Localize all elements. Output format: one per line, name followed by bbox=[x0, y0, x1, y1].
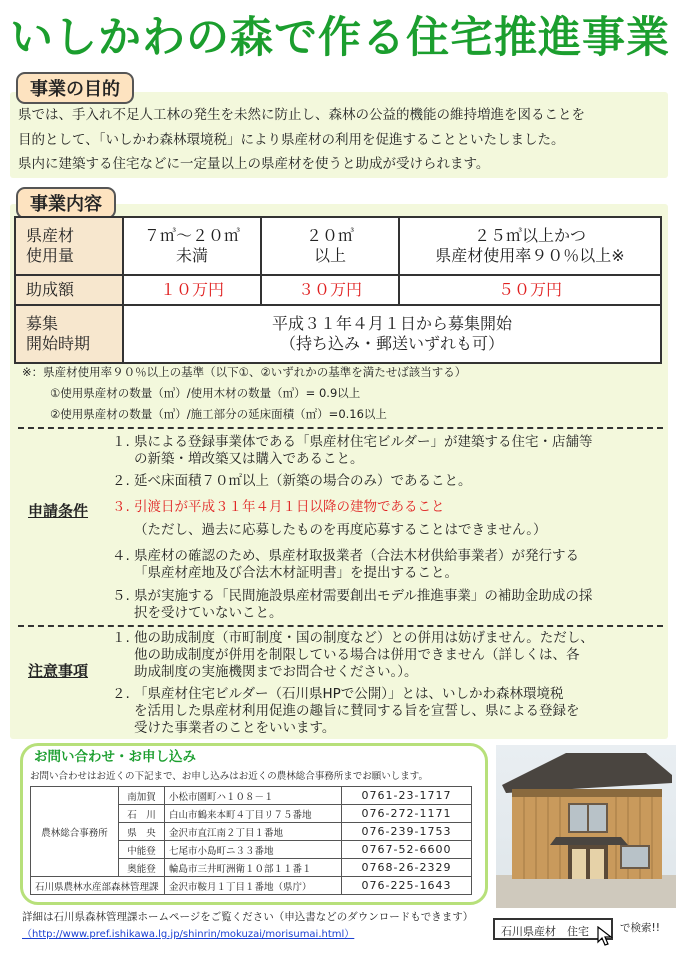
office-name: 奥能登 bbox=[119, 859, 165, 877]
office-address: 金沢市鞍月１丁目１番地（県庁） bbox=[165, 877, 342, 895]
conditions-label: 申請条件 bbox=[28, 502, 89, 520]
subsidy-table bbox=[14, 216, 662, 364]
purpose-line: 目的として、「いしかわ森林環境税」により県産材の利用を促進することといたしました。 bbox=[18, 131, 565, 148]
office-address: 白山市鶴来本町４丁目リ７５番地 bbox=[165, 805, 342, 823]
divider bbox=[18, 625, 663, 627]
office-name: 石川県農林水産部森林管理課 bbox=[31, 877, 165, 895]
caution-item: １. 他の助成制度（市町制度・国の制度など）との併用は妨げません。ただし、 他の助成制度が併用を制限している場合は併用できません（詳しくは、各 助成制度の実施機関までお問合せください。）。 bbox=[112, 630, 594, 680]
office-phone: 076-239-1753 bbox=[342, 823, 472, 841]
subsidy-amount-3: ５０万円 bbox=[399, 275, 661, 305]
contact-row bbox=[31, 877, 472, 895]
office-address: 小松市園町ハ１０８－１ bbox=[165, 787, 342, 805]
office-name: 県 央 bbox=[119, 823, 165, 841]
subsidy-header: 助成額 bbox=[15, 275, 123, 305]
office-name: 中能登 bbox=[119, 841, 165, 859]
usage-tier-3: ２５㎥以上かつ 県産材使用率９０％以上※ bbox=[399, 217, 661, 275]
office-name: 南加賀 bbox=[119, 787, 165, 805]
office-group-label: 農林総合事務所 bbox=[31, 787, 119, 877]
subsidy-amount-2: ３０万円 bbox=[261, 275, 399, 305]
office-name: 石 川 bbox=[119, 805, 165, 823]
subsidy-amount-1: １０万円 bbox=[123, 275, 261, 305]
house-photo bbox=[496, 745, 676, 908]
purpose-text bbox=[18, 103, 663, 177]
cursor-icon bbox=[597, 926, 613, 946]
divider bbox=[18, 427, 663, 429]
footer-text: 詳細は石川県森林管理課ホームページをご覧ください（申込書などのダウンロードもできます） bbox=[22, 911, 474, 923]
condition-item: ５. 県が実施する「民間施設県産材需要創出モデル推進事業」の補助金助成の採 択を受けていないこと。 bbox=[112, 588, 593, 621]
inquiry-title: お問い合わせ・お申し込み bbox=[34, 749, 196, 765]
condition-item: １. 県による登録事業体である「県産材住宅ビルダー」が建築する住宅・店舗等 の新築・増改築又は購入であること。 bbox=[112, 434, 593, 467]
condition-item-note: （ただし、過去に応募したものを再度応募することはできません。） bbox=[134, 522, 547, 538]
caution-item: ２. 「県産材住宅ビルダー（石川県HPで公開）」とは、いしかわ森林環境税 を活用した県産材利用促進の趣旨に賛同する旨を宣誓し、県による登録を 受けた事業者のことをいいます。 bbox=[112, 686, 580, 736]
contact-table bbox=[30, 786, 472, 895]
house-illustration bbox=[496, 745, 676, 908]
recruit-header: 募集 開始時期 bbox=[15, 305, 123, 363]
condition-item: ４. 県産材の確認のため、県産材取扱業者（合法木材供給事業者）が発行する 「県産材産地及び合法木材証明書」を提出すること。 bbox=[112, 548, 579, 581]
inquiry-subtitle: お問い合わせはお近くの下記まで、お申し込みはお近くの農林総合事務所までお願いします。 bbox=[30, 771, 429, 782]
usage-tier-2: ２０㎥ 以上 bbox=[261, 217, 399, 275]
usage-rate-criterion: ②使用県産材の数量（㎥）/施工部分の延床面積（㎡）=0.16以上 bbox=[50, 407, 387, 421]
office-phone: 0767-52-6600 bbox=[342, 841, 472, 859]
office-phone: 076-225-1643 bbox=[342, 877, 472, 895]
condition-item-highlight: ３. 引渡日が平成３１年４月１日以降の建物であること bbox=[112, 499, 445, 515]
purpose-line: 県では、手入れ不足人工林の発生を未然に防止し、森林の公益的機能の維持増進を図ることを bbox=[18, 107, 585, 123]
office-address: 輪島市三井町洲衛１０部１１番１ bbox=[165, 859, 342, 877]
page-title: いしかわの森で作る住宅推進事業 bbox=[10, 13, 670, 63]
office-phone: 076-272-1171 bbox=[342, 805, 472, 823]
cautions-label: 注意事項 bbox=[28, 662, 89, 680]
usage-rate-criterion: ①使用県産材の数量（㎥）/使用木材の数量（㎥）= 0.9以上 bbox=[50, 386, 361, 400]
purpose-line: 県内に建築する住宅などに一定量以上の県産材を使うと助成が受けられます。 bbox=[18, 156, 490, 172]
office-phone: 0768-26-2329 bbox=[342, 859, 472, 877]
usage-tier-1: ７㎥～２０㎥ 未満 bbox=[123, 217, 261, 275]
homepage-link[interactable]: （http://www.pref.ishikawa.lg.jp/shinrin/mokuzai/morisumai.html） bbox=[22, 929, 355, 940]
usage-rate-note: ※：県産材使用率９０％以上の基準（以下①、②いずれかの基準を満たせば該当する） bbox=[22, 365, 467, 379]
usage-header: 県産材 使用量 bbox=[15, 217, 123, 275]
search-box[interactable]: 石川県産材 住宅 bbox=[493, 918, 613, 940]
purpose-heading: 事業の目的 bbox=[16, 72, 134, 104]
search-tail-text: で検索!! bbox=[620, 922, 660, 934]
content-heading: 事業内容 bbox=[16, 187, 116, 219]
office-phone: 0761-23-1717 bbox=[342, 787, 472, 805]
condition-item: ２. 延べ床面積７０㎡以上（新築の場合のみ）であること。 bbox=[112, 473, 472, 489]
contact-row bbox=[31, 787, 472, 805]
office-address: 七尾市小島町ニ３３番地 bbox=[165, 841, 342, 859]
recruit-period: 平成３１年４月１日から募集開始 （持ち込み・郵送いずれも可） bbox=[123, 305, 661, 363]
office-address: 金沢市直江南２丁目１番地 bbox=[165, 823, 342, 841]
